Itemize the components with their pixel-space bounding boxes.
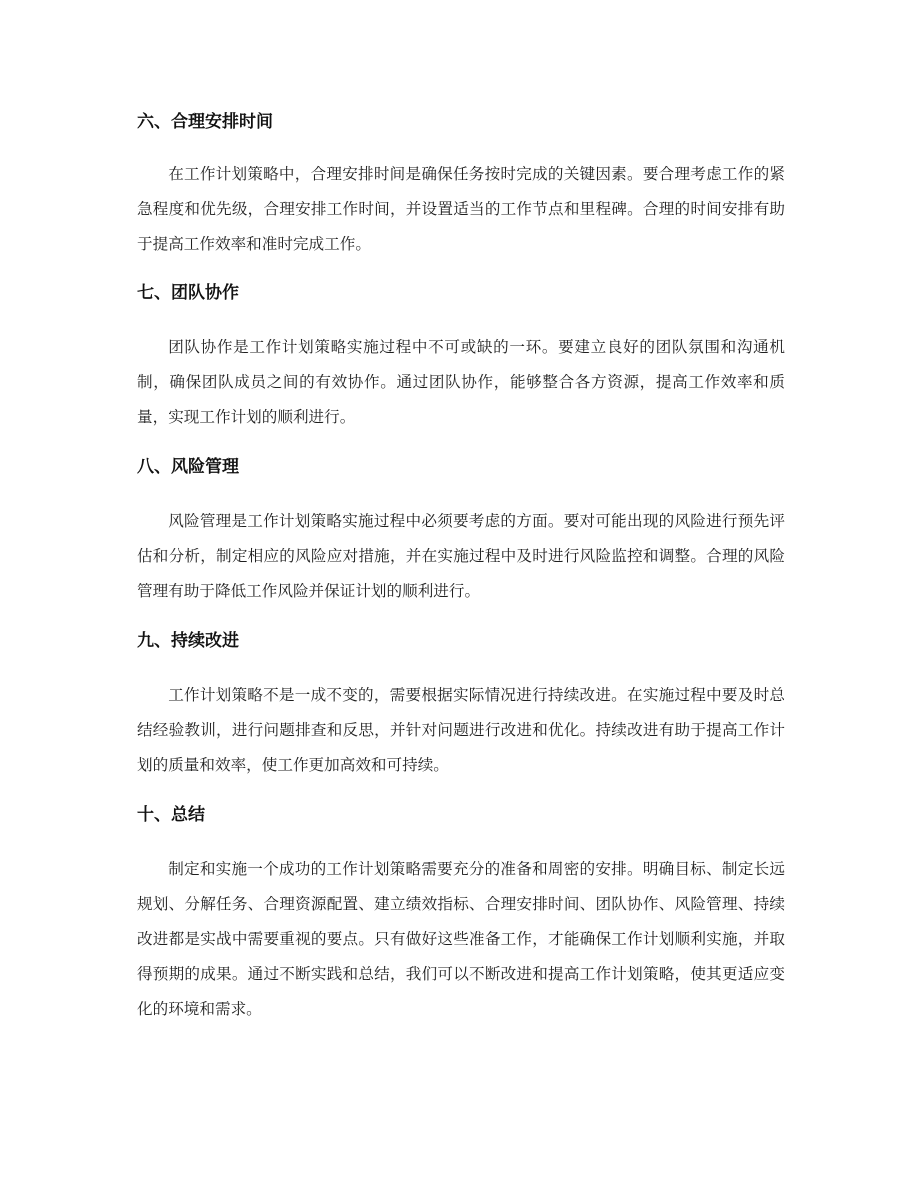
- section-paragraph: 制定和实施一个成功的工作计划策略需要充分的准备和周密的安排。明确目标、制定长远规划、分解任务、合理资源配置、建立绩效指标、合理安排时间、团队协作、风险管理、持续改进都是实战中需要重视的要点。只有做好这些准备工作，才能确保工作计划顺利实施，并取得预期的成果。通过不断实践和总结，我们可以不断改进和提高工作计划策略，使其更适应变化的环境和需求。: [137, 860, 785, 1018]
- section-paragraph: 在工作计划策略中，合理安排时间是确保任务按时完成的关键因素。要合理考虑工作的紧急程度和优先级，合理安排工作时间，并设置适当的工作节点和里程碑。合理的时间安排有助于提高工作效率和准时完成工作。: [137, 165, 785, 253]
- section-risk-management: [137, 447, 785, 609]
- section-paragraph: 风险管理是工作计划策略实施过程中必须要考虑的方面。要对可能出现的风险进行预先评估和分析，制定相应的风险应对措施，并在实施过程中及时进行风险监控和调整。合理的风险管理有助于降低工作风险并保证计划的顺利进行。: [137, 512, 785, 600]
- section-heading: 七、团队协作: [137, 283, 239, 303]
- section-heading: 十、总结: [137, 805, 205, 825]
- section-time-management: [137, 102, 785, 262]
- section-heading: 九、持续改进: [137, 631, 239, 651]
- section-teamwork: [137, 273, 785, 435]
- section-heading: 八、风险管理: [137, 457, 239, 477]
- section-paragraph: 工作计划策略不是一成不变的，需要根据实际情况进行持续改进。在实施过程中要及时总结经验教训，进行问题排查和反思，并针对问题进行改进和优化。持续改进有助于提高工作计划的质量和效率，使工作更加高效和可持续。: [137, 686, 785, 774]
- section-heading: 六、合理安排时间: [137, 112, 273, 132]
- document-body: [137, 102, 785, 1027]
- section-summary: [137, 795, 785, 1027]
- section-paragraph: 团队协作是工作计划策略实施过程中不可或缺的一环。要建立良好的团队氛围和沟通机制，确保团队成员之间的有效协作。通过团队协作，能够整合各方资源，提高工作效率和质量，实现工作计划的顺利进行。: [137, 338, 785, 426]
- section-continuous-improvement: [137, 621, 785, 783]
